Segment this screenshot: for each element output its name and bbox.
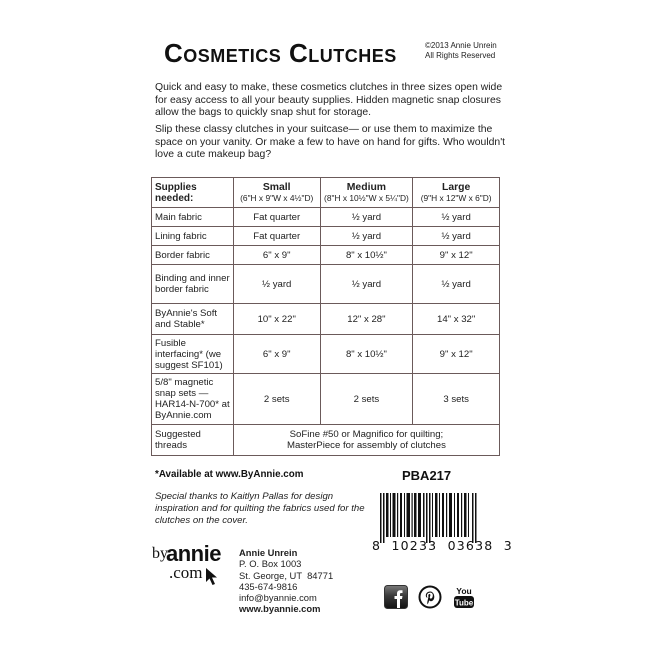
contact-address1: P. O. Box 1003 [239,558,302,570]
table-row: Main fabric Fat quarter ½ yard ½ yard [152,208,500,227]
facebook-icon[interactable] [384,585,408,609]
copyright-line1: ©2013 Annie Unrein [425,41,497,50]
column-small: Small (6"H x 9"W x 4½"D) [233,178,320,208]
threads-value: SoFine #50 or Magnifico for quilting; MasterPiece for assembly of clutches [233,425,499,456]
contact-address2: St. George, UT 84771 [239,569,334,581]
youtube-icon[interactable] [452,585,476,609]
table-row: Border fabric 6" x 9" 8" x 10½" 9" x 12" [152,246,500,265]
barcode-digits: 8 10233 03638 3 [372,538,513,553]
table-row: Fusible interfacing* (we suggest SF101) 6" x 9" 8" x 10½" 9" x 12" [152,335,500,374]
column-large: Large (9"H x 12"W x 6"D) [413,178,500,208]
table-header-row [152,178,500,208]
supplies-table [151,177,500,456]
product-code: PBA217 [402,468,452,483]
header-label: Supplies needed: [152,178,234,208]
copyright-line2: All Rights Reserved [425,51,496,60]
availability-note: *Available at www.ByAnnie.com [155,469,304,480]
byannie-logo[interactable]: by annie .com [152,543,222,589]
pinterest-icon[interactable] [418,585,442,609]
contact-name: Annie Unrein [239,547,298,558]
svg-text:Tube: Tube [454,598,474,608]
barcode [380,493,480,543]
contact-website[interactable]: www.byannie.com [239,603,321,615]
table-row: Binding and inner border fabric ½ yard ½ yard ½ yard [152,265,500,304]
table-row: ByAnnie's Soft and Stable* 10" x 22" 12" x 28" 14" x 32" [152,304,500,335]
table-row: 5/8" magnetic snap sets — HAR14-N-700* at ByAnnie.com 2 sets 2 sets 3 sets [152,374,500,425]
svg-text:You: You [456,586,472,596]
cursor-arrow-icon [205,567,219,587]
column-medium: Medium (8"H x 10½"W x 5¼"D) [320,178,413,208]
copyright [425,41,497,61]
contact-email[interactable]: info@byannie.com [239,592,317,604]
thanks-text: Special thanks to Kaitlyn Pallas for design inspiration and for quilting the fabrics used for the clutches on the cover. [155,491,365,526]
table-row: Lining fabric Fat quarter ½ yard ½ yard [152,227,500,246]
intro-paragraph-1: Quick and easy to make, these cosmetics clutches in three sizes open wide for easy access to all your beauty supplies. Hidden magnetic snap closures allow the bags to quickly snap shut for storage. [155,82,503,118]
contact-phone: 435-674-9816 [239,580,298,592]
pattern-title: Cosmetics Clutches [164,38,397,68]
table-row-threads: Suggested threads SoFine #50 or Magnifico for quilting; MasterPiece for assembly of clutches [152,425,500,456]
intro-paragraph-2: Slip these classy clutches in your suitcase— or use them to maximize the space on your vanity. Or make a few to have on hand for gifts. Who wouldn't love a cute makeup bag? [155,124,506,160]
contact-block [239,547,333,615]
